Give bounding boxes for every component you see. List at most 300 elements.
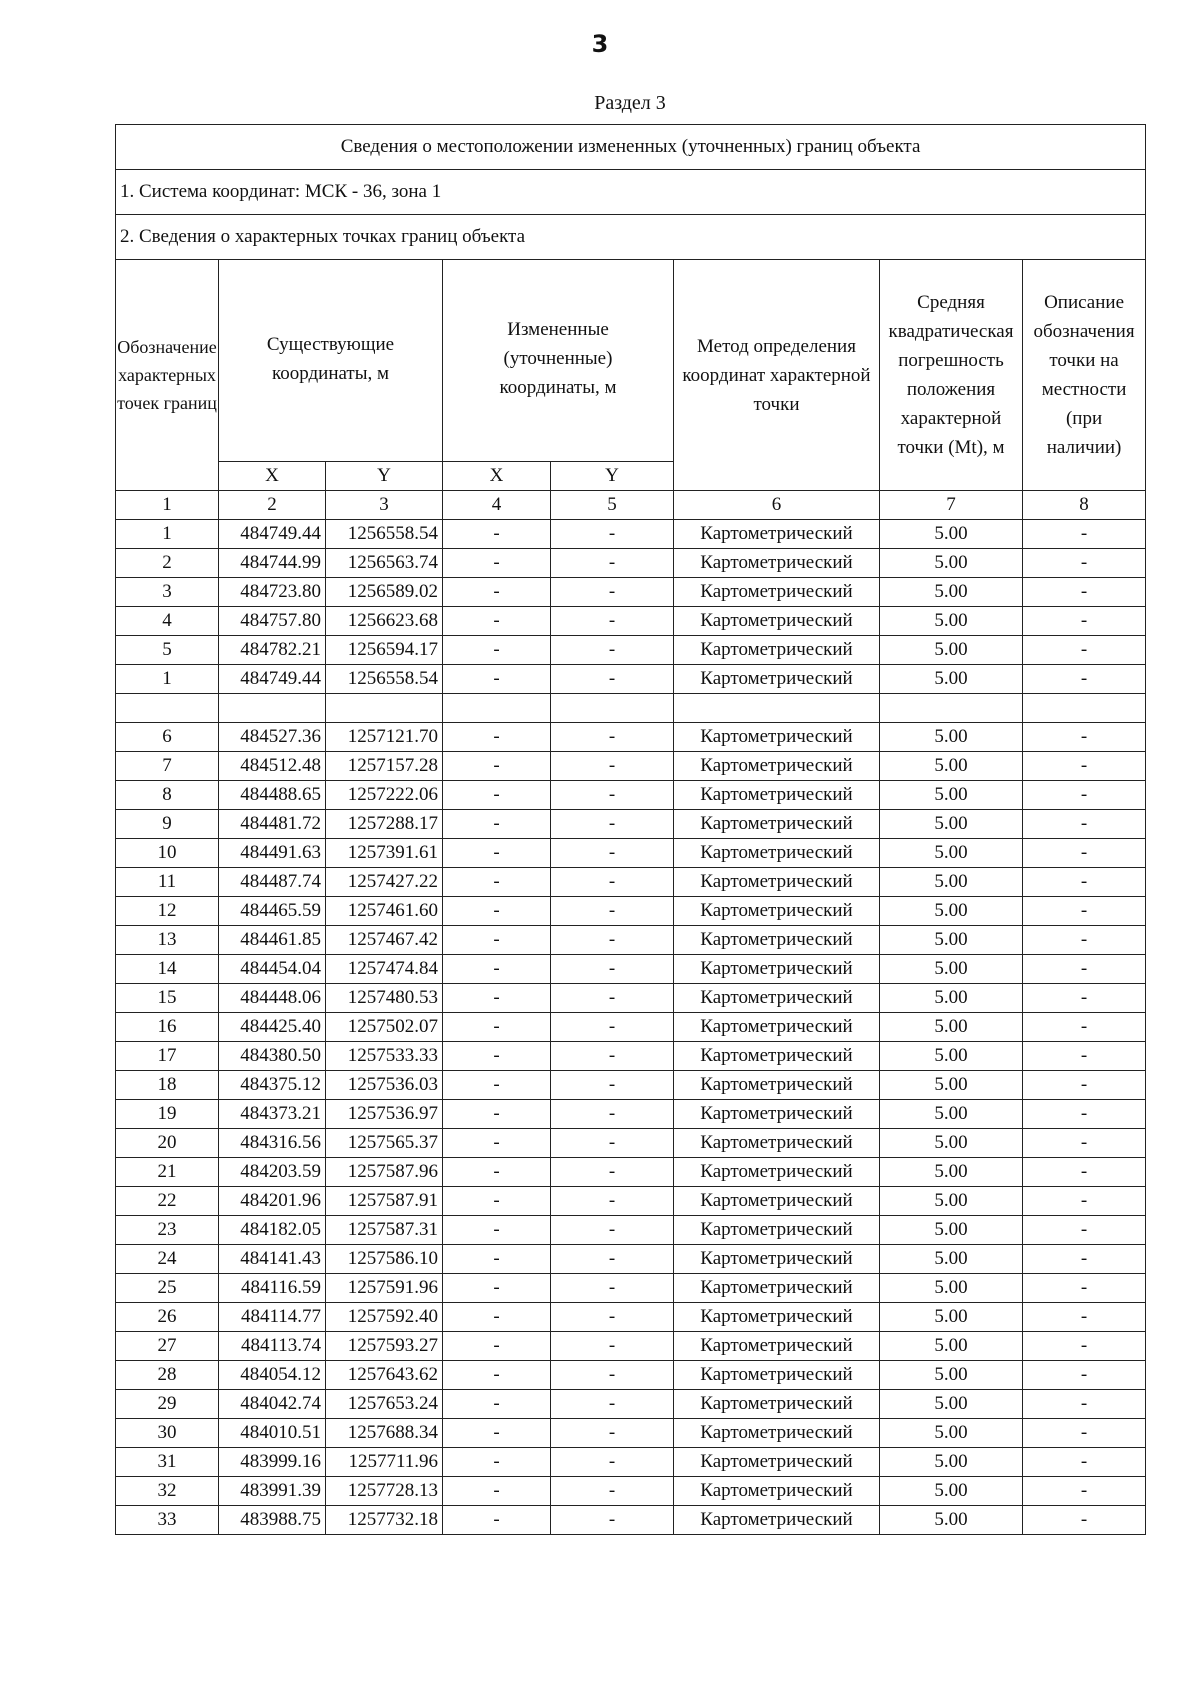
changed-y-cell: - (551, 1216, 674, 1245)
mean-error-cell: 5.00 (880, 955, 1023, 984)
point-number-cell: 25 (116, 1274, 219, 1303)
existing-x-cell (219, 694, 326, 723)
mean-error-cell: 5.00 (880, 1042, 1023, 1071)
changed-x-cell: - (443, 723, 551, 752)
changed-x-cell: - (443, 955, 551, 984)
existing-x-cell: 483988.75 (219, 1506, 326, 1535)
existing-y-cell: 1256563.74 (326, 549, 443, 578)
existing-x-cell: 484461.85 (219, 926, 326, 955)
changed-x-cell: - (443, 1071, 551, 1100)
method-cell: Картометрический (674, 1042, 880, 1071)
changed-y-cell: - (551, 1013, 674, 1042)
changed-y-cell: - (551, 578, 674, 607)
changed-y-cell: - (551, 1100, 674, 1129)
header-changed-coords: Измененные (уточненные) координаты, м (443, 260, 674, 462)
description-cell: - (1023, 1477, 1146, 1506)
method-cell: Картометрический (674, 520, 880, 549)
point-number-cell: 1 (116, 520, 219, 549)
point-number-cell: 33 (116, 1506, 219, 1535)
changed-x-cell: - (443, 897, 551, 926)
changed-y-cell: - (551, 1506, 674, 1535)
existing-y-cell: 1257502.07 (326, 1013, 443, 1042)
mean-error-cell: 5.00 (880, 1274, 1023, 1303)
existing-x-cell: 484744.99 (219, 549, 326, 578)
existing-y-cell: 1257593.27 (326, 1332, 443, 1361)
changed-x-cell: - (443, 520, 551, 549)
point-number-cell: 23 (116, 1216, 219, 1245)
point-number-cell: 29 (116, 1390, 219, 1419)
existing-y-cell: 1256558.54 (326, 665, 443, 694)
description-cell: - (1023, 1245, 1146, 1274)
existing-y-cell: 1257474.84 (326, 955, 443, 984)
point-number-cell: 28 (116, 1361, 219, 1390)
header-mean-error: Средняя квадратическая погрешность положения характерной точки (Mt), м (880, 260, 1023, 491)
existing-x-cell: 484487.74 (219, 868, 326, 897)
header-method: Метод определения координат характерной точки (674, 260, 880, 491)
changed-y-cell: - (551, 636, 674, 665)
table-row (116, 1158, 1146, 1187)
point-number-cell: 30 (116, 1419, 219, 1448)
method-cell: Картометрический (674, 1216, 880, 1245)
existing-x-cell: 484488.65 (219, 781, 326, 810)
changed-y-cell: - (551, 607, 674, 636)
existing-x-cell: 483999.16 (219, 1448, 326, 1477)
method-cell: Картометрический (674, 1448, 880, 1477)
existing-y-cell: 1257711.96 (326, 1448, 443, 1477)
column-numbers-row (116, 491, 1146, 520)
method-cell: Картометрический (674, 781, 880, 810)
table-row (116, 1332, 1146, 1361)
point-number-cell: 4 (116, 607, 219, 636)
changed-x-cell: - (443, 752, 551, 781)
column-number: 1 (116, 491, 219, 520)
table-row (116, 1274, 1146, 1303)
method-cell: Картометрический (674, 1390, 880, 1419)
existing-x-cell: 484182.05 (219, 1216, 326, 1245)
table-row (116, 1303, 1146, 1332)
point-number-cell: 18 (116, 1071, 219, 1100)
changed-y-cell: - (551, 1187, 674, 1216)
table-row (116, 1506, 1146, 1535)
point-number-cell: 24 (116, 1245, 219, 1274)
method-cell: Картометрический (674, 1303, 880, 1332)
description-cell: - (1023, 1100, 1146, 1129)
method-cell: Картометрический (674, 665, 880, 694)
mean-error-cell: 5.00 (880, 926, 1023, 955)
description-cell: - (1023, 926, 1146, 955)
changed-y-cell: - (551, 549, 674, 578)
description-cell: - (1023, 1419, 1146, 1448)
method-cell: Картометрический (674, 723, 880, 752)
existing-x-cell: 484373.21 (219, 1100, 326, 1129)
point-number-cell: 10 (116, 839, 219, 868)
point-number-cell: 7 (116, 752, 219, 781)
mean-error-cell: 5.00 (880, 549, 1023, 578)
mean-error-cell: 5.00 (880, 1477, 1023, 1506)
method-cell: Картометрический (674, 1245, 880, 1274)
description-cell: - (1023, 1013, 1146, 1042)
coordinate-system-line: 1. Система координат: МСК - 36, зона 1 (116, 170, 1146, 215)
existing-y-cell: 1257288.17 (326, 810, 443, 839)
changed-y-cell: - (551, 810, 674, 839)
mean-error-cell: 5.00 (880, 578, 1023, 607)
existing-x-cell: 484203.59 (219, 1158, 326, 1187)
changed-x-cell: - (443, 839, 551, 868)
changed-x-cell: - (443, 1477, 551, 1506)
changed-y-cell: - (551, 868, 674, 897)
method-cell: Картометрический (674, 1187, 880, 1216)
existing-x-cell: 484454.04 (219, 955, 326, 984)
method-cell: Картометрический (674, 1100, 880, 1129)
method-cell: Картометрический (674, 897, 880, 926)
existing-y-cell: 1257728.13 (326, 1477, 443, 1506)
existing-y-cell: 1257688.34 (326, 1419, 443, 1448)
changed-x-cell: - (443, 810, 551, 839)
method-cell (674, 694, 880, 723)
point-number-cell: 8 (116, 781, 219, 810)
existing-y-cell: 1257643.62 (326, 1361, 443, 1390)
changed-x-cell: - (443, 1245, 551, 1274)
method-cell: Картометрический (674, 868, 880, 897)
table-row (116, 1129, 1146, 1158)
changed-x-cell: - (443, 926, 551, 955)
changed-y-cell: - (551, 752, 674, 781)
changed-x-cell: - (443, 1332, 551, 1361)
changed-y-cell: - (551, 1245, 674, 1274)
description-cell: - (1023, 549, 1146, 578)
mean-error-cell: 5.00 (880, 752, 1023, 781)
header-existing-coords: Существующие координаты, м (219, 260, 443, 462)
changed-x-cell: - (443, 1187, 551, 1216)
method-cell: Картометрический (674, 1013, 880, 1042)
existing-y-cell: 1257587.91 (326, 1187, 443, 1216)
existing-y-cell: 1256623.68 (326, 607, 443, 636)
existing-y-cell (326, 694, 443, 723)
changed-x-cell: - (443, 1361, 551, 1390)
boundary-points-table (115, 124, 1146, 1535)
table-row (116, 694, 1146, 723)
point-number-cell: 5 (116, 636, 219, 665)
table-row (116, 636, 1146, 665)
point-number-cell: 26 (116, 1303, 219, 1332)
table-row (116, 1390, 1146, 1419)
changed-x-cell: - (443, 1419, 551, 1448)
point-number-cell: 27 (116, 1332, 219, 1361)
existing-x-cell: 484116.59 (219, 1274, 326, 1303)
table-row (116, 520, 1146, 549)
point-number-cell: 15 (116, 984, 219, 1013)
changed-x-cell: - (443, 1158, 551, 1187)
changed-x-cell: - (443, 1303, 551, 1332)
changed-y-cell (551, 694, 674, 723)
description-cell: - (1023, 1158, 1146, 1187)
column-number: 5 (551, 491, 674, 520)
method-cell: Картометрический (674, 1158, 880, 1187)
mean-error-cell: 5.00 (880, 1187, 1023, 1216)
changed-y-cell: - (551, 1448, 674, 1477)
method-cell: Картометрический (674, 636, 880, 665)
mean-error-cell: 5.00 (880, 839, 1023, 868)
existing-y-cell: 1257536.97 (326, 1100, 443, 1129)
changed-x-cell: - (443, 984, 551, 1013)
table-row (116, 1042, 1146, 1071)
existing-y-cell: 1256589.02 (326, 578, 443, 607)
existing-x-cell: 484201.96 (219, 1187, 326, 1216)
table-row (116, 868, 1146, 897)
existing-y-cell: 1257653.24 (326, 1390, 443, 1419)
section-label: Раздел 3 (594, 92, 666, 114)
existing-y-cell: 1257467.42 (326, 926, 443, 955)
table-row (116, 984, 1146, 1013)
method-cell: Картометрический (674, 1419, 880, 1448)
description-cell: - (1023, 1448, 1146, 1477)
description-cell: - (1023, 1129, 1146, 1158)
description-cell: - (1023, 636, 1146, 665)
table-row (116, 665, 1146, 694)
mean-error-cell: 5.00 (880, 1332, 1023, 1361)
existing-y-cell: 1257587.96 (326, 1158, 443, 1187)
point-number-cell: 20 (116, 1129, 219, 1158)
point-number-cell: 12 (116, 897, 219, 926)
changed-y-cell: - (551, 897, 674, 926)
mean-error-cell: 5.00 (880, 665, 1023, 694)
description-cell: - (1023, 607, 1146, 636)
table-row (116, 1477, 1146, 1506)
table-title: Сведения о местоположении измененных (уточненных) границ объекта (116, 125, 1146, 170)
changed-y-cell: - (551, 926, 674, 955)
changed-x-cell (443, 694, 551, 723)
table-row (116, 1448, 1146, 1477)
existing-y-cell: 1257480.53 (326, 984, 443, 1013)
description-cell: - (1023, 1332, 1146, 1361)
description-cell: - (1023, 723, 1146, 752)
page-number: 3 (591, 30, 609, 58)
changed-y-cell: - (551, 1332, 674, 1361)
mean-error-cell: 5.00 (880, 1129, 1023, 1158)
description-cell: - (1023, 1071, 1146, 1100)
existing-x-cell: 484113.74 (219, 1332, 326, 1361)
changed-x-cell: - (443, 1013, 551, 1042)
mean-error-cell: 5.00 (880, 1419, 1023, 1448)
method-cell: Картометрический (674, 1506, 880, 1535)
header-description: Описание обозначения точки на местности (при наличии) (1023, 260, 1146, 491)
table-row (116, 955, 1146, 984)
changed-y-cell: - (551, 1158, 674, 1187)
existing-x-cell: 484491.63 (219, 839, 326, 868)
mean-error-cell: 5.00 (880, 1245, 1023, 1274)
column-number: 8 (1023, 491, 1146, 520)
changed-x-cell: - (443, 1506, 551, 1535)
column-number: 6 (674, 491, 880, 520)
changed-y-cell: - (551, 520, 674, 549)
header-existing-x: X (219, 462, 326, 491)
description-cell: - (1023, 1216, 1146, 1245)
changed-y-cell: - (551, 781, 674, 810)
point-number-cell: 22 (116, 1187, 219, 1216)
existing-x-cell: 484527.36 (219, 723, 326, 752)
mean-error-cell: 5.00 (880, 1071, 1023, 1100)
existing-y-cell: 1257157.28 (326, 752, 443, 781)
existing-x-cell: 484757.80 (219, 607, 326, 636)
table-row (116, 1187, 1146, 1216)
changed-x-cell: - (443, 1216, 551, 1245)
method-cell: Картометрический (674, 984, 880, 1013)
table-row (116, 897, 1146, 926)
existing-x-cell: 484054.12 (219, 1361, 326, 1390)
table-row (116, 839, 1146, 868)
method-cell: Картометрический (674, 1477, 880, 1506)
mean-error-cell: 5.00 (880, 897, 1023, 926)
description-cell: - (1023, 868, 1146, 897)
existing-y-cell: 1257536.03 (326, 1071, 443, 1100)
changed-y-cell: - (551, 665, 674, 694)
description-cell: - (1023, 520, 1146, 549)
existing-y-cell: 1257587.31 (326, 1216, 443, 1245)
description-cell (1023, 694, 1146, 723)
existing-x-cell: 484512.48 (219, 752, 326, 781)
existing-y-cell: 1257427.22 (326, 868, 443, 897)
changed-y-cell: - (551, 1071, 674, 1100)
mean-error-cell: 5.00 (880, 1158, 1023, 1187)
description-cell: - (1023, 1274, 1146, 1303)
method-cell: Картометрический (674, 1274, 880, 1303)
existing-y-cell: 1257461.60 (326, 897, 443, 926)
point-number-cell: 17 (116, 1042, 219, 1071)
description-cell: - (1023, 984, 1146, 1013)
description-cell: - (1023, 1042, 1146, 1071)
changed-y-cell: - (551, 1390, 674, 1419)
existing-x-cell: 484010.51 (219, 1419, 326, 1448)
point-number-cell: 13 (116, 926, 219, 955)
description-cell: - (1023, 897, 1146, 926)
changed-y-cell: - (551, 955, 674, 984)
table-row (116, 1071, 1146, 1100)
existing-x-cell: 484380.50 (219, 1042, 326, 1071)
existing-y-cell: 1256594.17 (326, 636, 443, 665)
description-cell: - (1023, 578, 1146, 607)
changed-y-cell: - (551, 1042, 674, 1071)
existing-x-cell: 484481.72 (219, 810, 326, 839)
changed-y-cell: - (551, 1419, 674, 1448)
description-cell: - (1023, 665, 1146, 694)
header-changed-y: Y (551, 462, 674, 491)
table-row (116, 1419, 1146, 1448)
method-cell: Картометрический (674, 1332, 880, 1361)
method-cell: Картометрический (674, 1361, 880, 1390)
table-row (116, 781, 1146, 810)
existing-x-cell: 484749.44 (219, 665, 326, 694)
mean-error-cell: 5.00 (880, 723, 1023, 752)
description-cell: - (1023, 1303, 1146, 1332)
method-cell: Картометрический (674, 955, 880, 984)
description-cell: - (1023, 1187, 1146, 1216)
mean-error-cell: 5.00 (880, 1361, 1023, 1390)
mean-error-cell: 5.00 (880, 1448, 1023, 1477)
changed-y-cell: - (551, 839, 674, 868)
mean-error-cell: 5.00 (880, 636, 1023, 665)
existing-y-cell: 1257391.61 (326, 839, 443, 868)
column-number: 7 (880, 491, 1023, 520)
header-existing-y: Y (326, 462, 443, 491)
description-cell: - (1023, 955, 1146, 984)
changed-x-cell: - (443, 1100, 551, 1129)
point-number-cell: 11 (116, 868, 219, 897)
changed-y-cell: - (551, 1129, 674, 1158)
method-cell: Картометрический (674, 1129, 880, 1158)
changed-x-cell: - (443, 1390, 551, 1419)
points-info-line: 2. Сведения о характерных точках границ объекта (116, 215, 1146, 260)
existing-x-cell: 484782.21 (219, 636, 326, 665)
changed-x-cell: - (443, 1448, 551, 1477)
mean-error-cell: 5.00 (880, 984, 1023, 1013)
table-row (116, 926, 1146, 955)
mean-error-cell: 5.00 (880, 1216, 1023, 1245)
point-number-cell: 6 (116, 723, 219, 752)
point-number-cell: 32 (116, 1477, 219, 1506)
mean-error-cell (880, 694, 1023, 723)
mean-error-cell: 5.00 (880, 1506, 1023, 1535)
column-number: 3 (326, 491, 443, 520)
table-row (116, 723, 1146, 752)
method-cell: Картометрический (674, 1071, 880, 1100)
table-row (116, 607, 1146, 636)
method-cell: Картометрический (674, 926, 880, 955)
column-number: 2 (219, 491, 326, 520)
existing-y-cell: 1257222.06 (326, 781, 443, 810)
point-number-cell: 19 (116, 1100, 219, 1129)
changed-x-cell: - (443, 868, 551, 897)
changed-x-cell: - (443, 578, 551, 607)
changed-y-cell: - (551, 723, 674, 752)
point-number-cell (116, 694, 219, 723)
point-number-cell: 16 (116, 1013, 219, 1042)
table-row (116, 1013, 1146, 1042)
table-row (116, 1245, 1146, 1274)
header-point-designation: Обозначение характерных точек границ (116, 260, 219, 491)
changed-x-cell: - (443, 549, 551, 578)
existing-x-cell: 484141.43 (219, 1245, 326, 1274)
existing-x-cell: 484042.74 (219, 1390, 326, 1419)
table-row (116, 1100, 1146, 1129)
changed-x-cell: - (443, 1274, 551, 1303)
changed-x-cell: - (443, 1042, 551, 1071)
changed-x-cell: - (443, 781, 551, 810)
changed-y-cell: - (551, 984, 674, 1013)
changed-x-cell: - (443, 1129, 551, 1158)
existing-y-cell: 1257592.40 (326, 1303, 443, 1332)
mean-error-cell: 5.00 (880, 1100, 1023, 1129)
point-number-cell: 31 (116, 1448, 219, 1477)
changed-y-cell: - (551, 1303, 674, 1332)
table-row (116, 752, 1146, 781)
point-number-cell: 9 (116, 810, 219, 839)
description-cell: - (1023, 1390, 1146, 1419)
mean-error-cell: 5.00 (880, 868, 1023, 897)
method-cell: Картометрический (674, 549, 880, 578)
method-cell: Картометрический (674, 752, 880, 781)
table-row (116, 549, 1146, 578)
method-cell: Картометрический (674, 839, 880, 868)
point-number-cell: 2 (116, 549, 219, 578)
existing-y-cell: 1257732.18 (326, 1506, 443, 1535)
existing-y-cell: 1257586.10 (326, 1245, 443, 1274)
description-cell: - (1023, 1361, 1146, 1390)
description-cell: - (1023, 1506, 1146, 1535)
changed-y-cell: - (551, 1361, 674, 1390)
changed-x-cell: - (443, 607, 551, 636)
mean-error-cell: 5.00 (880, 607, 1023, 636)
method-cell: Картометрический (674, 607, 880, 636)
